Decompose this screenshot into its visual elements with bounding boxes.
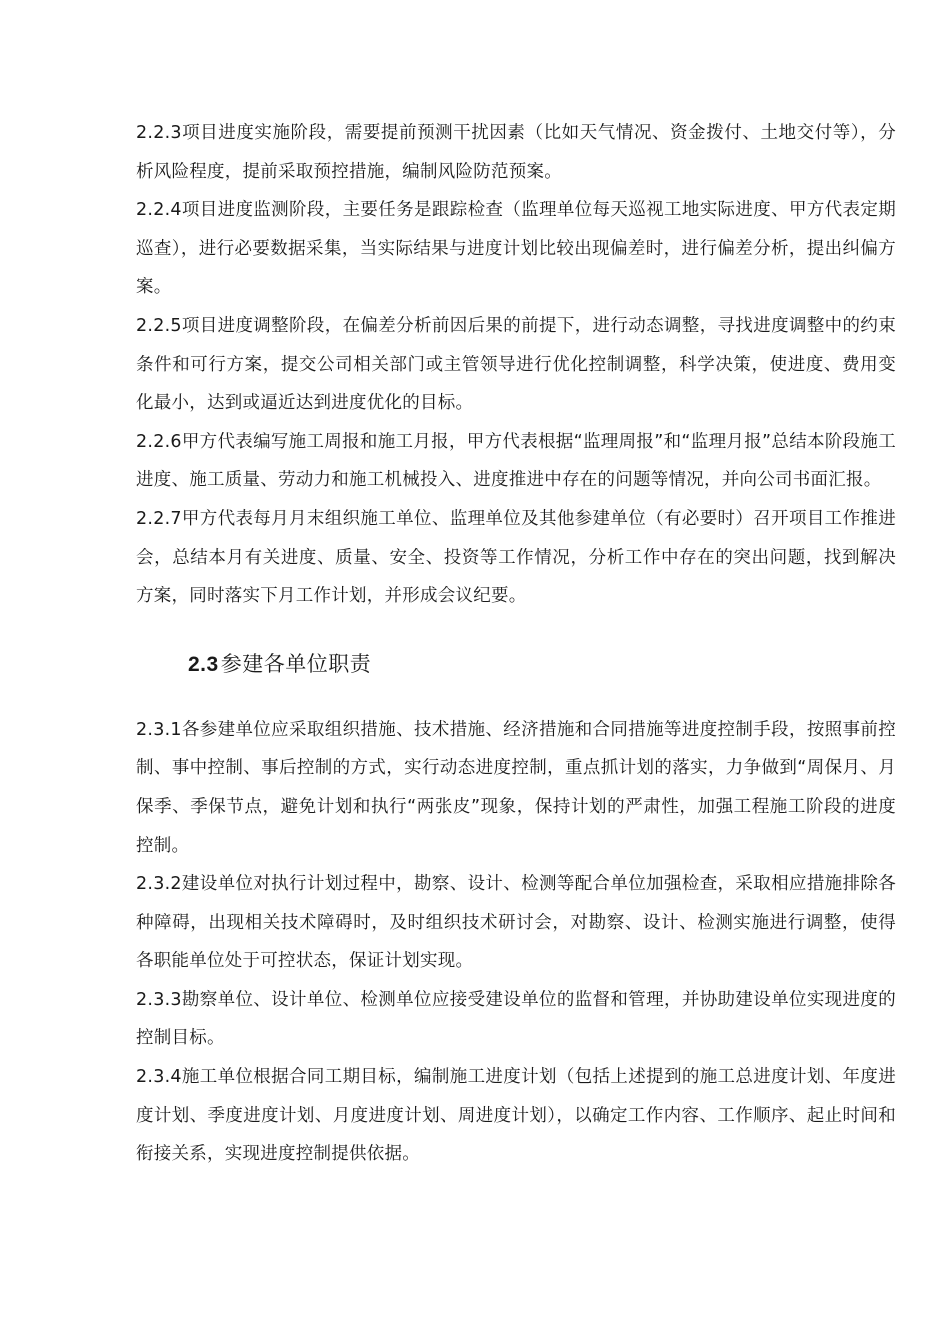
paragraph-2-2-3: 2.2.3项目进度实施阶段，需要提前预测干扰因素（比如天气情况、资金拨付、土地交付等），分析风险程度，提前采取预控措施，编制风险防范预案。	[136, 123, 896, 182]
paragraph-2-3-4: 2.3.4施工单位根据合同工期目标，编制施工进度计划（包括上述提到的施工总进度计划、年度进度计划、季度进度计划、月度进度计划、周进度计划），以确定工作内容、工作顺序、起止时间和衔接关系，实现进度控制提供依据。	[136, 1067, 896, 1165]
paragraph-2-3-2: 2.3.2建设单位对执行计划过程中，勘察、设计、检测等配合单位加强检查，采取相应措施排除各种障碍，出现相关技术障碍时，及时组织技术研讨会，对勘察、设计、检测实施进行调整，使得各职能单位处于可控状态，保证计划实现。	[136, 874, 896, 972]
section-heading-number: 2.3	[188, 652, 219, 676]
section-heading-title: 参建各单位职责	[220, 651, 372, 676]
paragraph-2-2-4: 2.2.4项目进度监测阶段，主要任务是跟踪检查（监理单位每天巡视工地实际进度、甲方代表定期巡查），进行必要数据采集，当实际结果与进度计划比较出现偏差时，进行偏差分析，提出纠偏方案。	[136, 200, 896, 298]
paragraph-2-2-5: 2.2.5项目进度调整阶段，在偏差分析前因后果的前提下，进行动态调整，寻找进度调整中的约束条件和可行方案，提交公司相关部门或主管领导进行优化控制调整，科学决策，使进度、费用变化最小，达到或逼近达到进度优化的目标。	[136, 315, 896, 414]
paragraph-2-2-7: 2.2.7甲方代表每月月末组织施工单位、监理单位及其他参建单位（有必要时）召开项目工作推进会，总结本月有关进度、质量、安全、投资等工作情况，分析工作中存在的突出问题，找到解决方案，同时落实下月工作计划，并形成会议纪要。	[136, 508, 896, 607]
paragraph-2-3-1: 2.3.1各参建单位应采取组织措施、技术措施、经济措施和合同措施等进度控制手段，按照事前控制、事中控制、事后控制的方式，实行动态进度控制，重点抓计划的落实，力争做到“周保月、月保季、季保节点，避免计划和执行“两张皮”现象，保持计划的严肃性，加强工程施工阶段的进度控制。	[136, 719, 896, 856]
paragraph-2-2-6: 2.2.6甲方代表编写施工周报和施工月报，甲方代表根据“监理周报”和“监理月报”总结本阶段施工进度、施工质量、劳动力和施工机械投入、进度推进中存在的问题等情况，并向公司书面汇报。	[136, 431, 896, 491]
document-page	[136, 114, 896, 1174]
paragraph-2-3-3: 2.3.3勘察单位、设计单位、检测单位应接受建设单位的监督和管理，并协助建设单位实现进度的控制目标。	[136, 989, 896, 1049]
section-heading	[136, 646, 896, 683]
